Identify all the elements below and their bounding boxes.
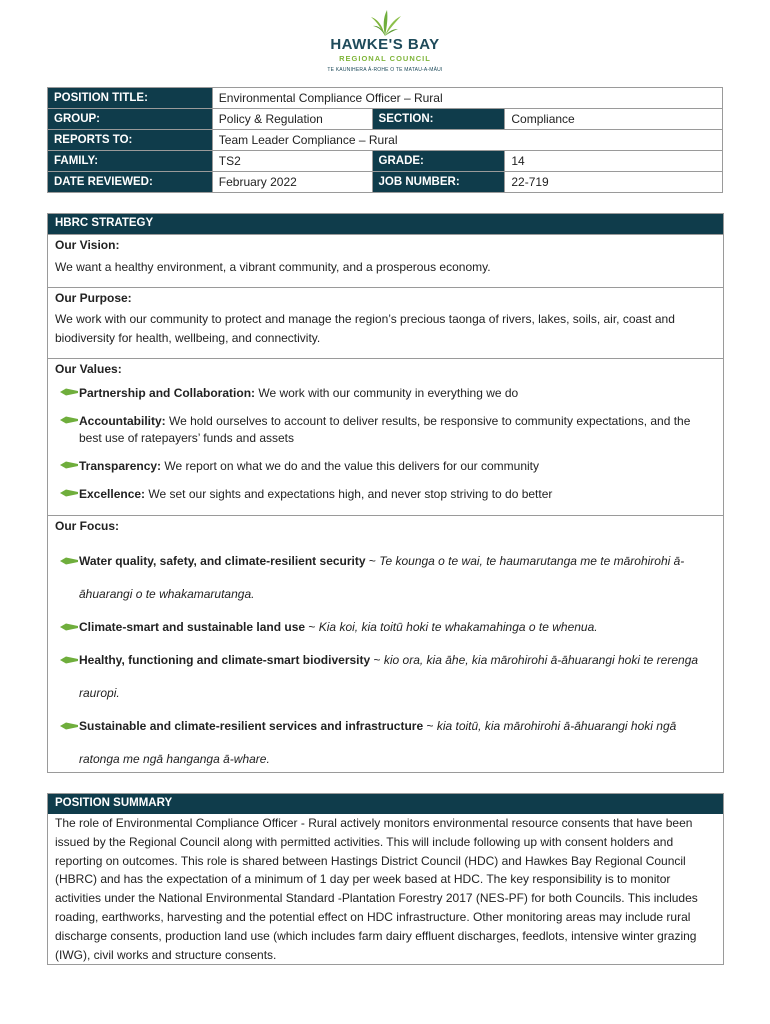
date-reviewed-value: February 2022	[212, 172, 372, 193]
focus-item	[55, 710, 716, 776]
value-text: We work with our community in everything we do	[255, 386, 519, 400]
group-value: Policy & Regulation	[212, 109, 372, 130]
focus-maori: kio ora, kia āhe, kia mārohirohi ā-āhuarangi hoki te rerenga rauropi.	[79, 653, 699, 700]
grade-value: 14	[505, 151, 723, 172]
value-text: We set our sights and expectations high, and never stop striving to do better	[145, 487, 553, 501]
focus-name: Sustainable and climate-resilient services and infrastructure	[79, 719, 424, 733]
arrow-bullet-icon	[60, 623, 78, 631]
focus-title: Our Focus:	[55, 519, 120, 533]
section-label: SECTION:	[372, 109, 505, 130]
purpose-title: Our Purpose:	[55, 291, 132, 305]
arrow-bullet-icon	[60, 656, 78, 664]
value-text: We hold ourselves to account to deliver results, be responsive to community expectations, and the best use of ratepayers’ funds and assets	[79, 414, 691, 445]
arrow-bullet-icon	[60, 461, 78, 469]
strategy-heading: HBRC STRATEGY	[48, 214, 723, 234]
arrow-bullet-icon	[60, 557, 78, 565]
values-section	[48, 358, 723, 515]
table-row	[48, 151, 723, 172]
position-summary-panel	[47, 793, 724, 965]
job-number-value: 22-719	[505, 172, 723, 193]
focus-maori: kia toitū, kia mārohirohi ā-āhuarangi hoki ngā ratonga me ngā hanganga ā-whare.	[79, 719, 677, 766]
value-name: Accountability:	[79, 414, 166, 428]
values-title: Our Values:	[55, 362, 122, 376]
org-tagline: TE KAUNIHERA Ā-ROHE O TE MATAU-A-MĀUI	[327, 67, 443, 73]
focus-name: Healthy, functioning and climate-smart biodiversity	[79, 653, 371, 667]
position-summary-heading: POSITION SUMMARY	[48, 794, 723, 814]
value-name: Transparency:	[79, 459, 162, 473]
focus-separator: ~	[423, 719, 437, 733]
arrow-bullet-icon	[60, 722, 78, 730]
focus-item	[55, 611, 716, 644]
value-item	[55, 385, 716, 402]
section-value: Compliance	[505, 109, 723, 130]
leaf-logo-icon	[363, 8, 407, 38]
arrow-bullet-icon	[60, 388, 78, 396]
date-reviewed-label: DATE REVIEWED:	[48, 172, 213, 193]
reports-to-label: REPORTS TO:	[48, 130, 213, 151]
position-summary-text: The role of Environmental Compliance Officer - Rural actively monitors environmental resource consents that have been issued by the Regional Council along with permitted activities. This will include following up with consent holders and reporting on outcomes. This role is shared between Hastings District Council (HDC) and Hawkes Bay Regional Council (HBRC) and has the expectation of a minimum of 1 day per week based at HDC. The key responsibility is to monitor activities under the National Environmental Standard -Plantation Forestry 2017 (NES-PF) for both Councils. This includes roading, earthworks, harvesting and the potential effect on HDC infrastructure. Other monitoring areas may include rural discharge consents, production land use (which includes farm dairy effluent discharges, feedlots, intensive winter grazing (IWG), civil works and structure consents.	[55, 816, 698, 962]
org-subtitle: REGIONAL COUNCIL	[339, 54, 431, 63]
purpose-section	[48, 287, 723, 358]
reports-to-value: Team Leader Compliance – Rural	[212, 130, 722, 151]
value-item	[55, 486, 716, 503]
purpose-text: We work with our community to protect and manage the region’s precious taonga of rivers, lakes, soils, air, coast and biodiversity for health, wellbeing, and connectivity.	[55, 312, 675, 345]
job-number-label: JOB NUMBER:	[372, 172, 505, 193]
value-item	[55, 413, 716, 447]
grade-label: GRADE:	[372, 151, 505, 172]
focus-name: Climate-smart and sustainable land use	[79, 620, 306, 634]
org-name: HAWKE'S BAY	[330, 36, 440, 53]
table-row	[48, 172, 723, 193]
strategy-panel	[47, 213, 724, 773]
value-item	[55, 458, 716, 475]
focus-maori: Te kounga o te wai, te haumarutanga me te mārohirohi ā-āhuarangi o te whakamarutanga.	[79, 554, 685, 601]
value-text: We report on what we do and the value this delivers for our community	[161, 459, 540, 473]
focus-separator: ~	[365, 554, 380, 568]
vision-text: We want a healthy environment, a vibrant community, and a prosperous economy.	[55, 260, 491, 274]
focus-maori: Kia koi, kia toitū hoki te whakamahinga o te whenua.	[318, 620, 598, 634]
focus-section	[48, 515, 723, 776]
position-title-label: POSITION TITLE:	[48, 88, 213, 109]
focus-separator: ~	[370, 653, 384, 667]
table-row	[48, 88, 723, 109]
arrow-bullet-icon	[60, 416, 78, 424]
value-name: Partnership and Collaboration:	[79, 386, 256, 400]
org-logo	[0, 8, 770, 73]
vision-section	[48, 234, 723, 287]
focus-item	[55, 644, 716, 710]
vision-title: Our Vision:	[55, 238, 120, 252]
focus-item	[55, 545, 716, 611]
family-value: TS2	[212, 151, 372, 172]
table-row	[48, 109, 723, 130]
group-label: GROUP:	[48, 109, 213, 130]
value-name: Excellence:	[79, 487, 146, 501]
position-title-value: Environmental Compliance Officer – Rural	[212, 88, 722, 109]
focus-name: Water quality, safety, and climate-resilient security	[79, 554, 366, 568]
focus-separator: ~	[305, 620, 319, 634]
family-label: FAMILY:	[48, 151, 213, 172]
position-info-table	[47, 87, 723, 193]
table-row	[48, 130, 723, 151]
arrow-bullet-icon	[60, 489, 78, 497]
